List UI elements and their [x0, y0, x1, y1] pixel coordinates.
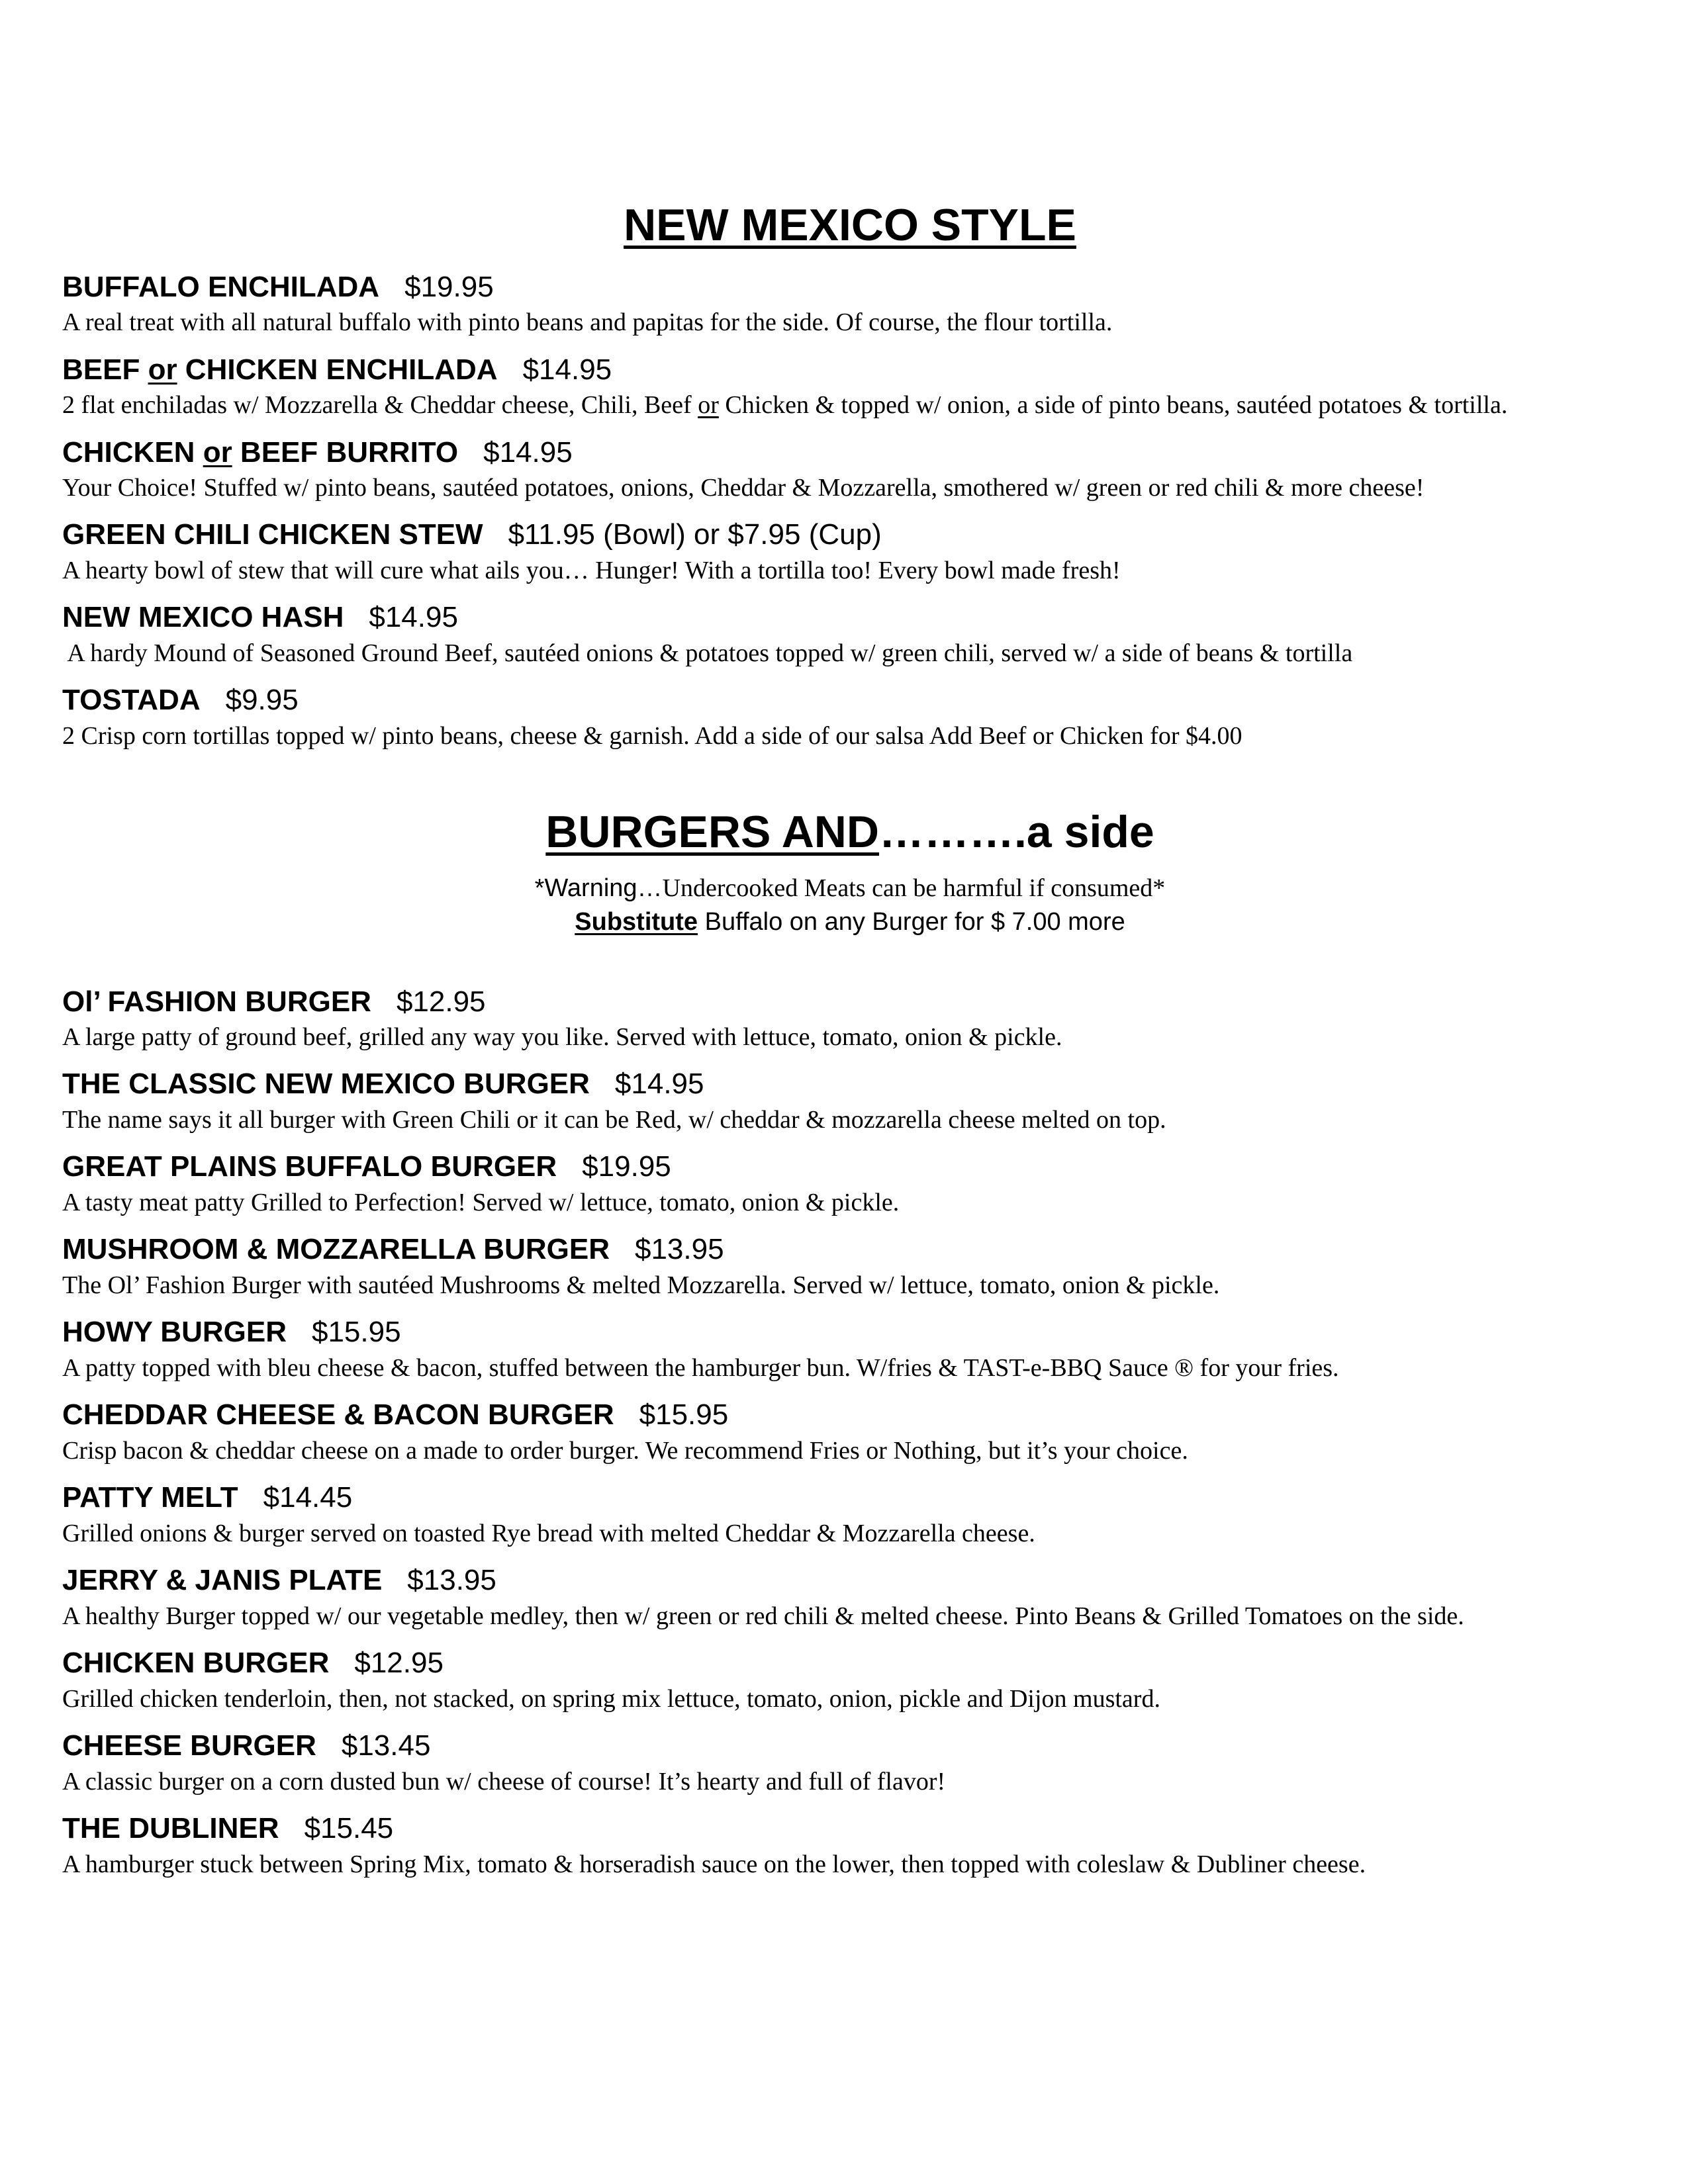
item-price: $19.95 — [404, 270, 494, 303]
menu-item — [62, 1232, 1638, 1302]
item-description: The Ol’ Fashion Burger with sautéed Mushrooms & melted Mozzarella. Served w/ lettuce, tomato, onion & pickle. — [62, 1271, 1220, 1300]
item-description: A hardy Mound of Seasoned Ground Beef, sautéed onions & potatoes topped w/ green chili, served w/ a side of beans & tortilla — [62, 639, 1353, 668]
menu-item — [62, 683, 1638, 752]
menu-item — [62, 1646, 1638, 1715]
item-price: $9.95 — [225, 684, 299, 717]
section-title — [62, 199, 1638, 253]
item-name: CHEDDAR CHEESE & BACON BURGER — [62, 1398, 614, 1432]
item-price: $13.95 — [634, 1233, 724, 1266]
item-description: The name says it all burger with Green Chili or it can be Red, w/ cheddar & mozzarella cheese melted on top. — [62, 1106, 1166, 1134]
item-name: GREEN CHILI CHICKEN STEW — [62, 518, 483, 551]
menu-item — [62, 1315, 1638, 1385]
item-name: Ol’ FASHION BURGER — [62, 985, 371, 1018]
item-name: TOSTADA — [62, 684, 201, 717]
item-description: A hearty bowl of stew that will cure what ails you… Hunger! With a tortilla too! Every bowl made fresh! — [62, 557, 1121, 585]
item-description: A large patty of ground beef, grilled any way you like. Served with lettuce, tomato, onion & pickle. — [62, 1023, 1062, 1052]
item-price: $14.95 — [614, 1068, 704, 1101]
menu-item — [62, 1480, 1638, 1550]
item-description: A hamburger stuck between Spring Mix, tomato & horseradish sauce on the lower, then topped with coleslaw & Dubliner cheese. — [62, 1850, 1366, 1878]
item-name: BEEF or CHICKEN ENCHILADA — [62, 353, 498, 386]
item-price: $14.45 — [263, 1481, 353, 1514]
menu-item — [62, 353, 1638, 422]
item-price: $11.95 (Bowl) or $7.95 (Cup) — [508, 518, 882, 551]
item-name: CHEESE BURGER — [62, 1729, 316, 1762]
menu-item — [62, 1067, 1638, 1136]
item-name: HOWY BURGER — [62, 1316, 287, 1349]
item-description: A real treat with all natural buffalo with pinto beans and papitas for the side. Of course, the flour tortilla. — [62, 308, 1113, 337]
item-name: BUFFALO ENCHILADA — [62, 270, 380, 303]
item-price: $12.95 — [354, 1647, 444, 1680]
item-name: MUSHROOM & MOZZARELLA BURGER — [62, 1233, 610, 1266]
item-description: 2 flat enchiladas w/ Mozzarella & Cheddar cheese, Chili, Beef or Chicken & topped w/ onion, a side of pinto beans, sautéed potatoes & tortilla. — [62, 391, 1508, 420]
item-price: $13.95 — [407, 1564, 496, 1597]
item-name: PATTY MELT — [62, 1481, 238, 1514]
menu-item — [62, 985, 1638, 1054]
item-price: $15.95 — [639, 1398, 729, 1432]
item-name: GREAT PLAINS BUFFALO BURGER — [62, 1150, 557, 1183]
section-title — [62, 805, 1638, 860]
item-description: A tasty meat patty Grilled to Perfection! Served w/ lettuce, tomato, onion & pickle. — [62, 1189, 900, 1217]
menu-item — [62, 435, 1638, 505]
item-price: $19.95 — [582, 1150, 671, 1183]
item-description: Your Choice! Stuffed w/ pinto beans, sautéed potatoes, onions, Cheddar & Mozzarella, smothered w/ green or red chili & more cheese! — [62, 474, 1425, 502]
section-title-rest: ……….a side — [879, 807, 1154, 858]
item-name: CHICKEN BURGER — [62, 1647, 330, 1680]
warning-note: *Warning…Undercooked Meats can be harmful if consumed* — [534, 874, 1166, 902]
item-price: $13.45 — [341, 1729, 431, 1762]
menu-page — [62, 199, 1638, 1881]
item-price: $14.95 — [483, 435, 573, 469]
menu-item — [62, 1729, 1638, 1798]
menu-item — [62, 1811, 1638, 1881]
item-name: THE CLASSIC NEW MEXICO BURGER — [62, 1068, 590, 1101]
item-price: $14.95 — [369, 601, 458, 634]
section-title-underlined: BURGERS AND — [545, 807, 880, 858]
menu-item — [62, 518, 1638, 587]
item-description: Crisp bacon & cheddar cheese on a made to order burger. We recommend Fries or Nothing, but it’s your choice. — [62, 1437, 1188, 1465]
item-name: THE DUBLINER — [62, 1812, 279, 1845]
item-description: A classic burger on a corn dusted bun w/ cheese of course! It’s hearty and full of flavor! — [62, 1767, 946, 1796]
menu-item — [62, 1398, 1638, 1467]
section-new-mexico-style — [62, 199, 1638, 752]
item-price: $15.45 — [304, 1812, 394, 1845]
item-price: $14.95 — [522, 353, 612, 386]
item-name: NEW MEXICO HASH — [62, 601, 344, 634]
menu-item — [62, 600, 1638, 670]
item-description: Grilled chicken tenderloin, then, not stacked, on spring mix lettuce, tomato, onion, pickle and Dijon mustard. — [62, 1684, 1160, 1713]
item-description: Grilled onions & burger served on toasted Rye bread with melted Cheddar & Mozzarella cheese. — [62, 1520, 1035, 1548]
item-name: CHICKEN or BEEF BURRITO — [62, 435, 459, 469]
item-price: $15.95 — [311, 1316, 401, 1349]
section-burgers — [62, 805, 1638, 1881]
item-description: 2 Crisp corn tortillas topped w/ pinto beans, cheese & garnish. Add a side of our salsa Add Beef or Chicken for $4.00 — [62, 722, 1243, 751]
item-name: JERRY & JANIS PLATE — [62, 1564, 383, 1597]
menu-item — [62, 270, 1638, 340]
substitute-note: Substitute Buffalo on any Burger for $ 7.00 more — [575, 908, 1125, 936]
menu-item — [62, 1150, 1638, 1219]
item-description: A patty topped with bleu cheese & bacon, stuffed between the hamburger bun. W/fries & TAST-e-BBQ Sauce ® for your fries. — [62, 1354, 1339, 1383]
item-price: $12.95 — [396, 985, 486, 1018]
menu-item — [62, 1563, 1638, 1633]
section-title-underlined: NEW MEXICO STYLE — [624, 200, 1076, 250]
item-description: A healthy Burger topped w/ our vegetable medley, then w/ green or red chili & melted cheese. Pinto Beans & Grilled Tomatoes on the side. — [62, 1602, 1464, 1630]
section-notes — [62, 872, 1638, 940]
